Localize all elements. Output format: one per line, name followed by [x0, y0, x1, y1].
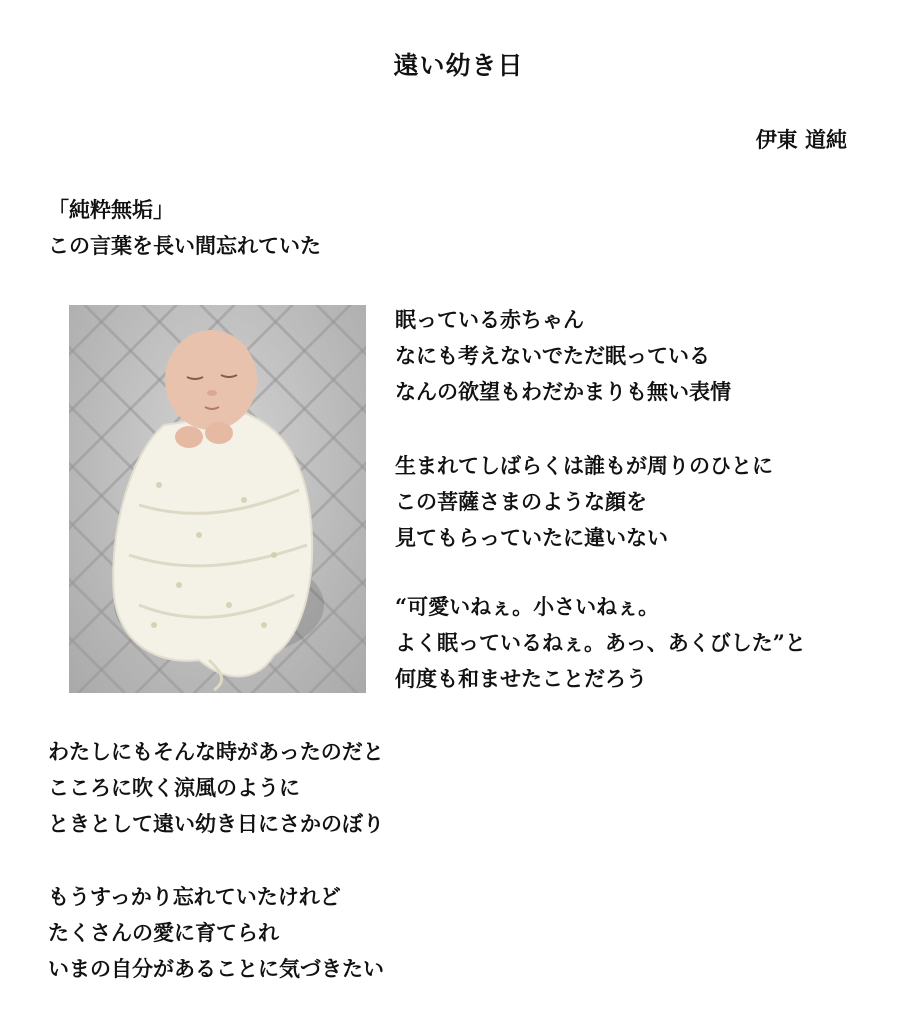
poem-line: なんの欲望もわだかまりも無い表情	[395, 379, 731, 404]
baby-illustration	[69, 305, 366, 693]
poem-line: 何度も和ませたことだろう	[395, 666, 647, 691]
poem-author: 伊東 道純	[755, 128, 847, 152]
right-stanza-3	[395, 589, 806, 697]
poem-line: 眠っている赤ちゃん	[395, 307, 584, 332]
poem-line: なにも考えないでただ眠っている	[395, 343, 710, 368]
poem-line: “可愛いねぇ。小さいねぇ。	[395, 594, 660, 619]
poem-line: いまの自分があることに気づきたい	[48, 956, 384, 981]
right-stanza-1	[395, 302, 731, 410]
poem-line: 生まれてしばらくは誰もが周りのひとに	[395, 453, 773, 478]
poem-line: わたしにもそんな時があったのだと	[48, 739, 384, 764]
poem-line: 「純粋無垢」	[48, 197, 174, 222]
poem-line: 見てもらっていたに違いない	[395, 525, 668, 550]
baby-photo	[69, 305, 366, 693]
poem-line: たくさんの愛に育てられ	[48, 920, 279, 945]
intro-stanza	[48, 192, 321, 264]
poem-line: よく眠っているねぇ。あっ、あくびした”と	[395, 630, 806, 655]
poem-line: もうすっかり忘れていたけれど	[48, 884, 341, 909]
poem-title: 遠い幼き日	[393, 51, 524, 80]
poem-line: この言葉を長い間忘れていた	[48, 233, 321, 258]
closing-stanza-1	[48, 734, 384, 842]
poem-line: ときとして遠い幼き日にさかのぼり	[48, 811, 384, 836]
closing-stanza-2	[48, 879, 384, 987]
poem-line: こころに吹く涼風のように	[48, 775, 300, 800]
right-stanza-2	[395, 448, 773, 556]
poem-line: この菩薩さまのような顔を	[395, 489, 647, 514]
